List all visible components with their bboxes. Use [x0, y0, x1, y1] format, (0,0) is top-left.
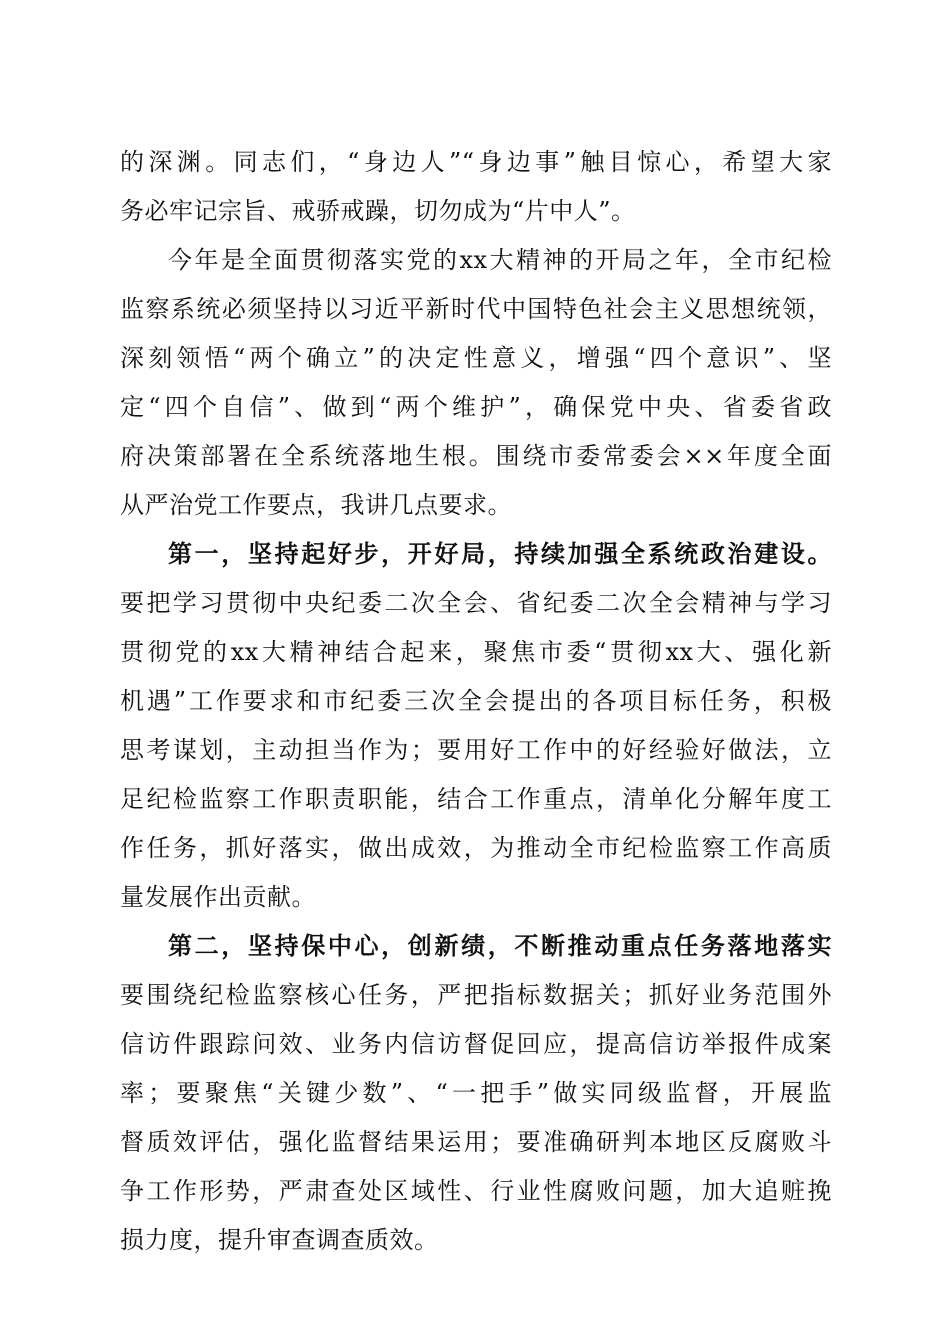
paragraph-1-line-2: 务必牢记宗旨、戒骄戒躁，切勿成为“片中人”。	[120, 197, 636, 225]
paragraph-4-heading: 第二，坚持保中心，创新绩，不断推动重点任务落地落实	[168, 931, 832, 960]
paragraph-2-line-1: 今年是全面贯彻落实党的xx大精神的开局之年，全市纪检	[168, 246, 832, 274]
paragraph-2-line-5: 府决策部署在全系统落地生根。围绕市委常委会××年度全面	[120, 442, 832, 470]
paragraph-2-line-3: 深刻领悟“两个确立”的决定性意义，增强“四个意识”、坚	[120, 344, 832, 372]
paragraph-4-line-3: 信访件跟踪问效、业务内信访督促回应，提高信访举报件成案	[120, 1030, 832, 1058]
paragraph-2-line-2: 监察系统必须坚持以习近平新时代中国特色社会主义思想统领，	[120, 295, 832, 323]
paragraph-4-line-7: 损力度，提升审查调查质效。	[120, 1226, 439, 1254]
paragraph-2-line-6: 从严治党工作要点，我讲几点要求。	[120, 491, 512, 519]
paragraph-4-line-4: 率；要聚焦“关键少数”、“一把手”做实同级监督，开展监	[120, 1079, 832, 1107]
paragraph-4-line-6: 争工作形势，严肃查处区域性、行业性腐败问题，加大追赃挽	[120, 1177, 832, 1205]
paragraph-3-line-8: 量发展作出贡献。	[120, 883, 316, 911]
paragraph-2-line-4: 定“四个自信”、做到“两个维护”，确保党中央、省委省政	[120, 393, 832, 421]
paragraph-3-line-7: 作任务，抓好落实，做出成效，为推动全市纪检监察工作高质	[120, 834, 832, 862]
paragraph-3-line-4: 机遇”工作要求和市纪委三次全会提出的各项目标任务，积极	[120, 687, 832, 715]
paragraph-3-heading: 第一，坚持起好步，开好局，持续加强全系统政治建设。	[168, 539, 832, 568]
paragraph-1-line-1: 的深渊。同志们，“身边人”“身边事”触目惊心，希望大家	[120, 148, 832, 176]
paragraph-3-line-3: 贯彻党的xx大精神结合起来，聚焦市委“贯彻xx大、强化新	[120, 638, 832, 666]
paragraph-3-line-5: 思考谋划，主动担当作为；要用好工作中的好经验好做法，立	[120, 736, 832, 764]
paragraph-4-line-5: 督质效评估，强化监督结果运用；要准确研判本地区反腐败斗	[120, 1128, 832, 1156]
paragraph-3-line-2: 要把学习贯彻中央纪委二次全会、省纪委二次全会精神与学习	[120, 589, 832, 617]
paragraph-4-line-2: 要围绕纪检监察核心任务，严把指标数据关；抓好业务范围外	[120, 981, 832, 1009]
paragraph-3-line-6: 足纪检监察工作职责职能，结合工作重点，清单化分解年度工	[120, 785, 832, 813]
